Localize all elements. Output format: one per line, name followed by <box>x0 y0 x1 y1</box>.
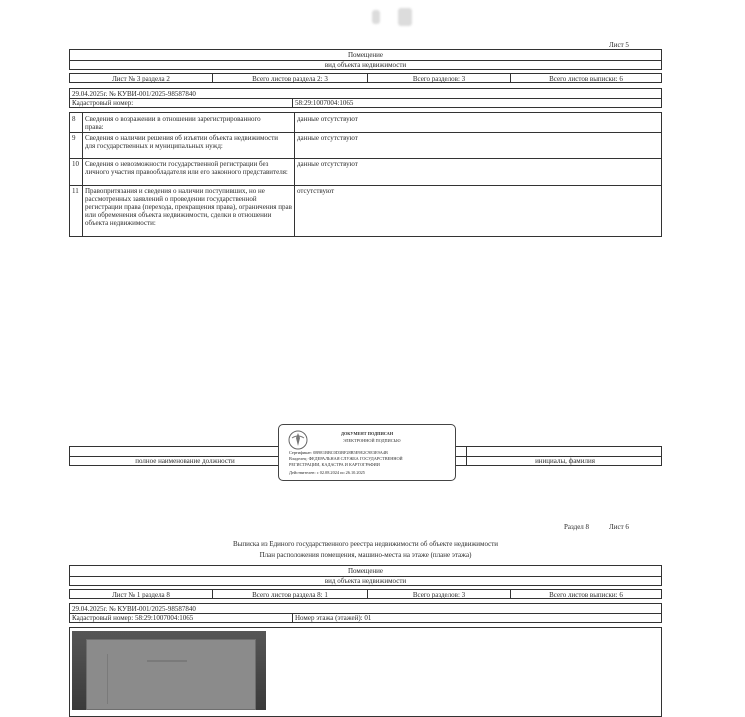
object-type-subtitle: вид объекта недвижимости <box>324 577 407 585</box>
digital-signature-stamp <box>278 424 456 481</box>
row-value: отсутствуют <box>297 187 335 195</box>
object-type-title: Помещение <box>347 51 384 59</box>
stamp-cert: Сертификат: 0B9E1BBC0D3BF28B5E9E2C9E3E9A4B <box>289 450 388 455</box>
scan-smudge <box>398 8 412 26</box>
object-type-title: Помещение <box>347 567 384 575</box>
row-number: 9 <box>72 134 76 142</box>
row-number: 8 <box>72 115 76 123</box>
floor-number: Номер этажа (этажей): 01 <box>295 614 372 622</box>
object-type-header <box>69 49 662 70</box>
row-value: данные отсутствуют <box>297 134 358 142</box>
section-label: Раздел 8 <box>564 523 590 531</box>
cadastral-label: Кадастровый номер: <box>72 99 134 107</box>
details-table <box>69 112 662 237</box>
date-number: 29.04.2025г. № КУВИ-001/2025-98587840 <box>72 605 196 613</box>
row-label: Сведения о возражении в отношении зарегистрированного права: <box>85 115 261 131</box>
row-number: 10 <box>72 160 79 168</box>
total-sheets-section: Всего листов раздела 2: 3 <box>252 75 328 83</box>
stamp-subtitle: ЭЛЕКТРОННОЙ ПОДПИСЬЮ <box>343 438 401 443</box>
total-sections: Всего разделов: 3 <box>412 75 466 83</box>
date-number: 29.04.2025г. № КУВИ-001/2025-98587840 <box>72 90 196 98</box>
stamp-owner: Владелец: ФЕДЕРАЛЬНАЯ СЛУЖБА ГОСУДАРСТВЕННОЙ <box>289 456 403 461</box>
row-label: Сведения о наличии решения об изъятии объекта недвижимости для государственных и муниципальных нужд: <box>85 134 279 150</box>
stamp-title: ДОКУМЕНТ ПОДПИСАН <box>341 431 394 436</box>
object-type-subtitle: вид объекта недвижимости <box>324 61 407 69</box>
date-number-row <box>69 88 662 108</box>
emblem-icon <box>287 429 309 451</box>
total-sections: Всего разделов: 3 <box>412 591 466 599</box>
sheet-of-section: Лист № 1 раздела 8 <box>112 591 170 599</box>
total-sheets-extract: Всего листов выписки: 6 <box>549 75 623 83</box>
total-sheets-extract: Всего листов выписки: 6 <box>549 591 623 599</box>
cadastral-number: Кадастровый номер: 58:29:1007004:1065 <box>72 614 194 622</box>
sheet-label: Лист 6 <box>609 523 629 531</box>
row-label: Сведения о невозможности государственной регистрации без личного участия правообладателя или его законного представителя: <box>85 160 288 176</box>
row-number: 11 <box>72 187 79 195</box>
sheet-of-section: Лист № 3 раздела 2 <box>112 75 170 83</box>
name-label: инициалы, фамилия <box>535 457 595 465</box>
info-row <box>69 73 662 83</box>
cadastral-value: 58:29:1007004:1065 <box>295 99 354 107</box>
stamp-valid: Действителен: с 02.08.2024 по 26.10.2025 <box>289 470 365 475</box>
floor-plan-image <box>72 631 266 710</box>
extract-subtitle: План расположения помещения, машино-места на этаже (плане этажа) <box>259 551 472 559</box>
total-sheets-section: Всего листов раздела 8: 1 <box>252 591 328 599</box>
info-row <box>69 589 662 599</box>
sheet-label: Лист 5 <box>609 41 629 49</box>
date-number-row <box>69 603 662 623</box>
row-value: данные отсутствуют <box>297 115 358 123</box>
row-label: Правопритязания и сведения о наличии поступивших, но не рассмотренных заявлений о проведении государственной регистрации права (перехода, прекращения права), ограничения прав или обременения объекта недвижимости, сделки в отношении объекта недвижимости: <box>85 187 292 227</box>
position-label: полное наименование должности <box>135 457 235 465</box>
stamp-owner-2: РЕГИСТРАЦИИ, КАДАСТРА И КАРТОГРАФИИ <box>289 462 380 467</box>
object-type-header <box>69 565 662 586</box>
scan-smudge <box>372 10 380 24</box>
extract-title: Выписка из Единого государственного реестра недвижимости об объекте недвижимости <box>232 540 499 548</box>
row-value: данные отсутствуют <box>297 160 358 168</box>
